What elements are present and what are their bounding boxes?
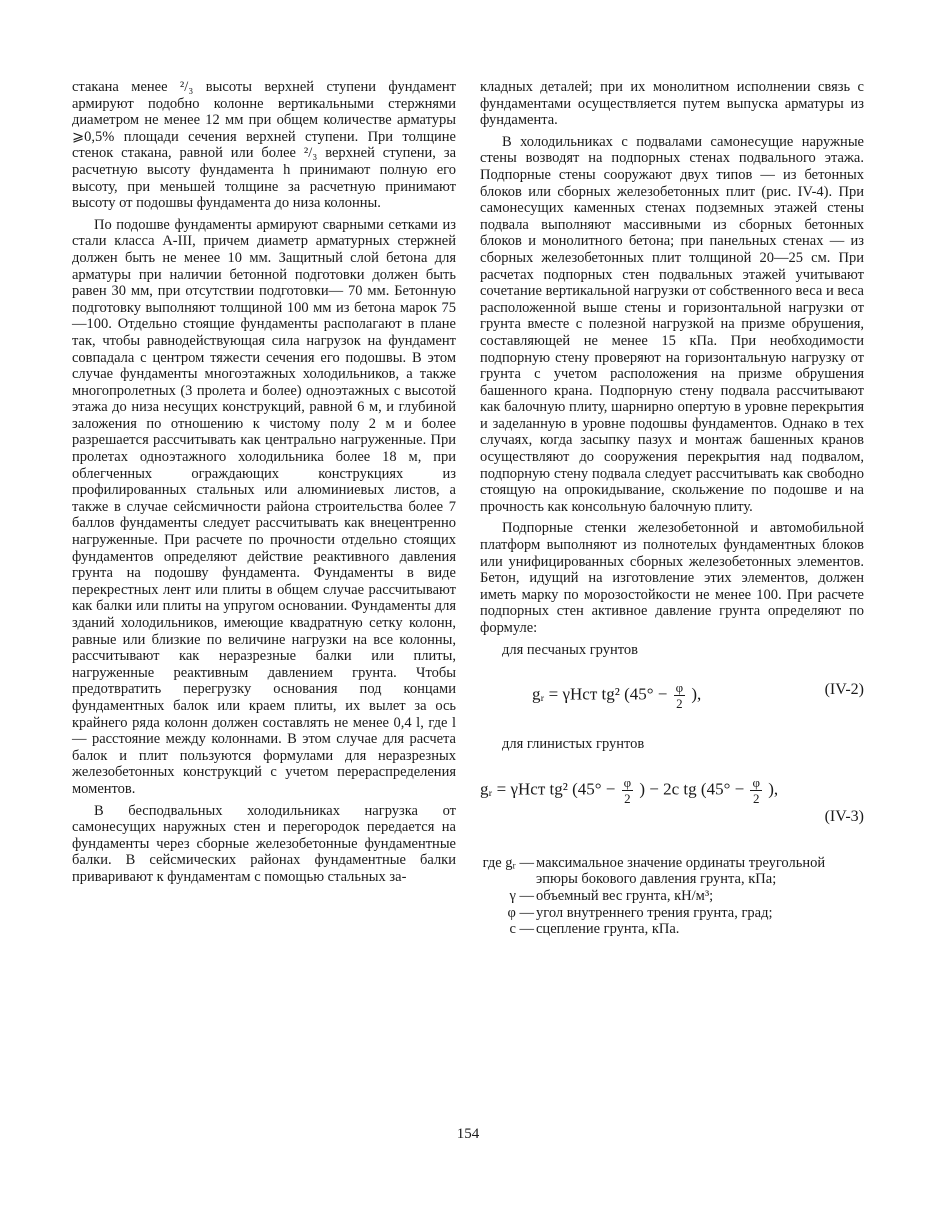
fraction-numerator: φ (623, 774, 632, 790)
paragraph: В бесподвальных холодильниках нагрузка от самонесущих наружных стен и перегородок передается на фундаменты через сборные железобетонные фундаментные балки. В сейсмических районах фундаментные балки приваривают к фундаментам с помощью стальных за- (72, 802, 456, 885)
formula-lhs: gᵣ = γHст tg² (532, 684, 620, 704)
page-number: 154 (456, 1126, 480, 1142)
formula-open: (45° − (624, 684, 668, 704)
formula-open: (45° − (700, 779, 745, 799)
formula-expression (480, 775, 778, 806)
legend-text: максимальное значение ординаты треугольной эпюры бокового давления грунта, кПа; (536, 854, 826, 888)
paragraph: стакана менее ²/₃ высоты верхней ступени фундамент армируют подобно колонне вертикальными стержнями диаметром не менее 12 мм при общем количестве арматуры ⩾0,5% площади сечения верхней ступени. При толщине стенок стакана, равной или более ²/₃ верхней ступени, за расчетную высоту фундамента h принимают полную его высоту, при меньшей толщине за расчетную принимают высоту от подошвы фундамента до низа колонны. (72, 79, 456, 212)
legend-row (480, 905, 864, 922)
variable-legend (480, 855, 864, 938)
fraction-denominator: 2 (676, 696, 683, 712)
formula-close: ), (768, 779, 779, 799)
legend-key: γ — (509, 887, 534, 904)
fraction (750, 775, 762, 806)
legend-key: φ — (507, 904, 534, 921)
legend-text: объемный вес грунта, кН/м³; (536, 887, 714, 904)
paragraph: Подпорные стенки железобетонной и автомобильной платформ выполняют из полнотелых фундаментных блоков или унифицированных сборных железобетонных элементов. Бетон, идущий на изготовление этих элементов, должен иметь марку по морозостойкости не менее 100. При расчете подпорных стен активное давление грунта определяют по формуле: (480, 520, 864, 636)
formula-close: ), (691, 684, 702, 704)
legend-key: c — (509, 921, 534, 938)
legend-row (480, 855, 864, 888)
fraction-numerator: φ (675, 680, 684, 696)
fraction (674, 680, 686, 711)
fraction-denominator: 2 (624, 790, 631, 806)
formula-middle: ) − 2c tg (639, 779, 697, 799)
legend-row (480, 888, 864, 905)
fraction (622, 775, 634, 806)
formula-lhs: gᵣ = γHст tg² (480, 779, 568, 799)
formula-iv-2 (480, 674, 864, 720)
paragraph: По подошве фундаменты армируют сварными сетками из стали класса А-III, причем диаметр арматурных стержней должен быть не менее 10 мм. Защитный слой бетона для арматуры при наличии бетонной подготовки должен быть равен 30 мм, при отсутствии подготовки— 70 мм. Бетонную подготовку выполняют толщиной 100 мм из бетона марок 75—100. Отдельно стоящие фундаменты располагают в плане так, чтобы равнодействующая сила нагрузок на фундамент совпадала с центром тяжести сечения его подошвы. В этом случае фундаменты многоэтажных холодильников, а также многопролетных (3 пролета и более) одноэтажных с высотой этажа до низа несущих конструкций, равной 6 м, и глубиной заложения по отношению к чистому полу 2 м и более разрешается рассчитывать как центрально нагруженные. При пролетах одноэтажного холодильника более 18 м, при облегченных ограждающих конструкциях из профилированных стальных или алюминиевых листов, а также в случае сейсмичности района строительства более 7 баллов фундаменты следует рассчитывать как внецентренно нагруженные. При расчете по прочности отдельно стоящих фундаментов определяют действие реактивного давления грунта на подошву фундамента. Фундаменты в виде перекрестных лент или плиты в общем случае рассчитывают как балки или плиты на упругом основании. Фундаменты для зданий холодильников, имеющие квадратную сетку колонн, равные или близкие по величине нагрузки на все колонны, рассчитывают как неразрезные балки или плиты, нагруженные реактивным давлением грунта. Чтобы предотвратить перегрузку основания под концами фундаментных балок или краем плиты, их вылет за ось крайнего ряда колонн должен составлять не менее 0,4 l, где l — расстояние между колоннами. В этом случае для расчета балок и плит пользуются формулами для неразрезных железобетонных конструкций с учетом перераспределения моментов. (72, 216, 456, 797)
fraction-denominator: 2 (752, 790, 760, 806)
legend-text: сцепление грунта, кПа. (536, 921, 680, 938)
legend-text: угол внутреннего трения грунта, град; (536, 904, 773, 921)
paragraph: кладных деталей; при их монолитном исполнении связь с фундаментами осуществляется путем выпуска арматуры из фундамента. (480, 79, 864, 129)
sandy-soil-label: для песчаных грунтов (502, 641, 638, 658)
legend-key: где gᵣ — (482, 854, 534, 871)
formula-number: (IV-3) (824, 807, 864, 825)
legend-row (480, 921, 864, 938)
formula-open: (45° − (572, 779, 616, 799)
formula-number: (IV-2) (824, 681, 864, 699)
fraction-numerator: φ (752, 774, 760, 790)
left-column (72, 79, 456, 891)
formula-expression (532, 680, 701, 711)
clay-soil-label: для глинистых грунтов (502, 736, 645, 753)
formula-iv-3 (480, 769, 864, 839)
right-column (480, 79, 864, 938)
paragraph: В холодильниках с подвалами самонесущие наружные стены возводят на подпорных стенах подвального этажа. Подпорные стены сооружают двух типов — из бетонных блоков или сборных железобетонных плит (рис. IV-4). При самонесущих каменных стенах подземных этажей стены подвала выполняют массивными из сборных бетонных блоков и монолитного бетона; при панельных стенах — из сборных железобетонных плит толщиной 20—25 см. При расчетах подпорных стен подвальных этажей учитывают сочетание вертикальной нагрузки от собственного веса и веса расположенной выше стены и горизонтальной нагрузки от грунта вместе с полезной нагрузкой на призме обрушения, составляющей не менее 15 кПа. При необходимости подпорную стену проверяют на горизонтальную нагрузку от грунта с учетом расположения на призме обрушения башенного крана. Подпорную стену подвала рассчитывают как балочную плиту, шарнирно опертую в уровне перекрытия и заделанную в уровне подошвы фундаментов. Однако в тех случаях, когда засыпку пазух и монтаж башенных кранов осуществляют до сооружения перекрытия над подвалом, подпорную стену подвала следует рассчитывать как свободно стоящую на опрокидывание, скольжение по подошве и на прочность как консольную балочную плиту. (480, 133, 864, 515)
